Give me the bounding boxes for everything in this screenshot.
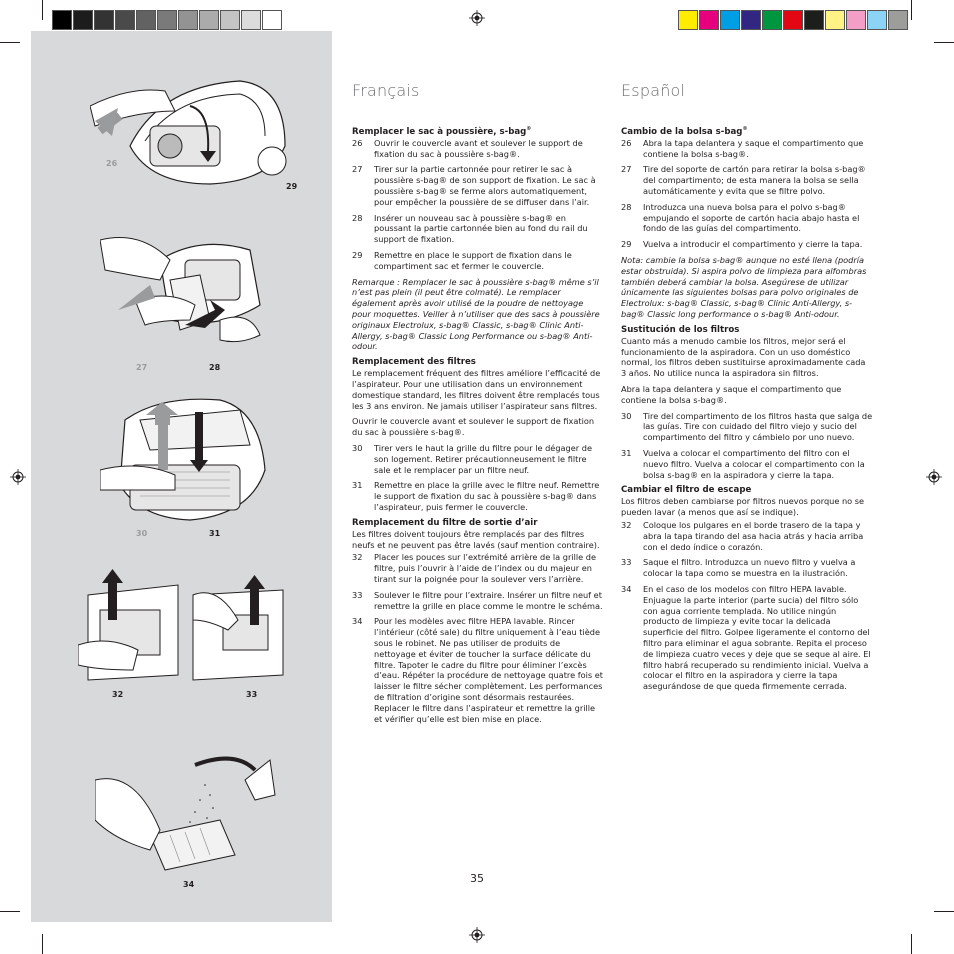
figure-number: 34 — [183, 880, 195, 889]
step-number: 29 — [352, 250, 363, 261]
step-number: 26 — [352, 137, 363, 148]
greyscale-swatch — [115, 10, 135, 30]
list-item — [621, 138, 873, 160]
registration-mark-icon — [926, 469, 942, 485]
figure-number: 32 — [112, 690, 124, 699]
section-title: Remplacement des filtres — [352, 357, 476, 368]
process-swatch — [867, 10, 887, 30]
section-title: Cambio de la bolsa s-bag® — [621, 126, 748, 137]
greyscale-swatch — [136, 10, 156, 30]
step-number: 28 — [352, 212, 363, 223]
section-title: Cambiar el filtro de escape — [621, 485, 752, 496]
figure-number: 28 — [209, 363, 221, 372]
step-text: Insérer un nouveau sac à poussière s-bag® en poussant la partie cartonnée bien au fond du rail du support de fixation. — [374, 212, 588, 245]
process-swatch — [825, 10, 845, 30]
list-item — [352, 250, 604, 272]
crop-mark — [0, 42, 20, 43]
spanish-column — [621, 124, 873, 697]
figure-number: 26 — [106, 159, 118, 168]
step-text: Tirer sur la partie cartonnée pour retirer le sac à poussière s-bag® de son support de fixation. Le sac à poussière s-bag® se ferme alors automatiquement, pour empêcher la poussière de se diffuser dans l’air. — [374, 164, 596, 207]
greyscale-swatch — [199, 10, 219, 30]
paragraph: Le remplacement fréquent des filtres améliore l’efficacité de l’aspirateur. Pour une utilisation dans un environnement domestique standard, les filtres doivent être remplacés tous les 3 ans environ. Ne jamais utiliser l’aspirateur sans filtres. — [352, 368, 601, 411]
step-number: 30 — [621, 410, 632, 421]
step-number: 34 — [352, 616, 363, 627]
crop-mark — [911, 934, 912, 954]
list-item — [621, 239, 873, 250]
greyscale-swatch — [241, 10, 261, 30]
figure-number: 30 — [136, 529, 148, 538]
list-item — [352, 552, 604, 584]
list-item — [352, 164, 604, 207]
greyscale-swatch — [157, 10, 177, 30]
step-text: Pour les modèles avec filtre HEPA lavable. Rincer l’intérieur (côté sale) du filtre uniquement à l’eau tiède sous le robinet. Ne pas utiliser de produits de nettoyage et éviter de toucher la surface délicate du filtre. Tapoter le cadre du filtre pour éliminer l’excès d’eau. Répéter la procédure de nettoyage quatre fois et laisser le filtre sécher complètement. Les performances de filtration d’origine sont désormais restaurées. Replacer le filtre dans l’aspirateur et remettre la grille et vérifier qu’elle est bien mise en place. — [374, 616, 604, 724]
step-number: 33 — [621, 557, 632, 568]
list-item — [352, 443, 604, 475]
greyscale-swatch — [262, 10, 282, 30]
figure-number: 31 — [209, 529, 221, 538]
list-item — [621, 164, 873, 196]
greyscale-swatch — [94, 10, 114, 30]
vacuum-open-lid-illustration — [90, 66, 300, 191]
process-swatch — [741, 10, 761, 30]
page-number: 35 — [470, 872, 484, 885]
paragraph: Cuanto más a menudo cambie los filtros, mejor será el funcionamiento de la aspiradora. Con un uso doméstico normal, los filtros deben sustituirse aproximadamente cada 3 años. No utilice nunca la aspiradora sin filtros. — [621, 335, 866, 379]
list-item — [352, 616, 604, 724]
list-item — [352, 138, 604, 160]
step-text: Ouvrir le couvercle avant et soulever le support de fixation du sac à poussière s-bag®. — [374, 137, 583, 159]
list-item — [621, 557, 873, 579]
list-item — [621, 520, 873, 552]
step-number: 27 — [621, 164, 632, 175]
list-item — [352, 213, 604, 245]
crop-mark — [0, 911, 20, 912]
process-swatch — [678, 10, 698, 30]
greyscale-swatch — [52, 10, 72, 30]
process-swatch — [804, 10, 824, 30]
step-number: 28 — [621, 201, 632, 212]
registration-mark-icon — [469, 927, 485, 943]
list-item — [352, 480, 604, 512]
list-item — [352, 590, 604, 612]
step-text: Tire del soporte de cartón para retirar la bolsa s-bag® del compartimento; de esta manera la bolsa se sella automáticamente y evita que se filtre polvo. — [643, 164, 866, 197]
step-text: Introduzca una nueva bolsa para el polvo s-bag® empujando el soporte de cartón hacia abajo hasta el fondo de las guías del compartimento. — [643, 201, 860, 234]
filter-replacement-illustration — [100, 390, 275, 530]
note: Nota: cambie la bolsa s-bag® aunque no esté llena (podría estar obstruida). Si aspira polvo de limpieza para alfombras también deberá cambiar la bolsa. Asegúrese de utilizar únicamente las siguientes bolsas para polvo originales de Electrolux: s-bag® Classic, s-bag® Clinic Anti-Allergy, s-bag® Classic long performance o s-bag® Anti-odour. — [621, 255, 867, 320]
paragraph: Los filtros deben cambiarse por filtros nuevos porque no se pueden lavar (a menos que así se indique). — [621, 496, 865, 518]
greyscale-swatch — [178, 10, 198, 30]
paragraph: Les filtres doivent toujours être remplacés par des filtres neufs et ne peuvent pas être lavés (sauf mention contraire). — [352, 528, 600, 550]
spanish-heading: Español — [621, 81, 686, 100]
list-item — [621, 202, 873, 234]
section-title: Remplacement du filtre de sortie d’air — [352, 517, 538, 528]
step-number: 26 — [621, 137, 632, 148]
step-text: Vuelva a introducir el compartimento y cierre la tapa. — [643, 239, 863, 250]
step-text: Saque el filtro. Introduzca un nuevo filtro y vuelva a colocar la tapa como se muestra en la ilustración. — [643, 557, 856, 579]
greyscale-swatch — [73, 10, 93, 30]
french-heading: Français — [352, 81, 420, 100]
step-number: 31 — [352, 480, 363, 491]
process-swatch — [720, 10, 740, 30]
step-text: Remettre en place la grille avec le filtre neuf. Remettre le support de fixation du sac à poussière s-bag® dans l’aspirateur, puis fermer le couvercle. — [374, 480, 600, 512]
figure-number: 27 — [136, 363, 148, 372]
greyscale-color-bar — [52, 10, 283, 30]
french-column — [352, 124, 604, 729]
step-number: 32 — [352, 552, 363, 563]
step-number: 33 — [352, 589, 363, 600]
exhaust-filter-remove-illustration — [188, 575, 288, 685]
process-swatch — [783, 10, 803, 30]
bag-removal-illustration — [100, 220, 270, 360]
note: Remarque : Remplacer le sac à poussière s-bag® même s’il n’est pas plein (il peut être colmaté). Le remplacer également après avoir utilisé de la poudre de nettoyage pour moquettes. Veiller à n’utiliser que des sacs à poussière originaux Electrolux, s-bag® Classic, s-bag® Clinic Anti-Allergy, s-bag® Classic Long Performance ou s-bag® Anti-odour. — [352, 276, 600, 352]
step-text: Tire del compartimento de los filtros hasta que salga de las guías. Tire con cuidado del filtro viejo y sucio del compartimento del filtro y cámbielo por uno nuevo. — [643, 410, 873, 443]
process-swatch — [762, 10, 782, 30]
paragraph: Abra la tapa delantera y saque el compartimento que contiene la bolsa s-bag®. — [621, 384, 842, 405]
greyscale-swatch — [220, 10, 240, 30]
figure-number: 33 — [246, 690, 258, 699]
crop-mark — [911, 0, 912, 20]
figure-number: 29 — [286, 182, 298, 191]
filter-washing-illustration — [95, 740, 285, 880]
step-text: Soulever le filtre pour l’extraire. Insérer un filtre neuf et remettre la grille en place comme le montre le schéma. — [374, 589, 603, 611]
step-text: Coloque los pulgares en el borde trasero de la tapa y abra la tapa tirando del asa hacia atrás y hacia arriba con el dedo índice o corazón. — [643, 519, 864, 552]
process-color-bar — [678, 10, 909, 30]
crop-mark — [42, 934, 43, 954]
registration-mark-icon — [10, 469, 26, 485]
process-swatch — [699, 10, 719, 30]
step-text: Tirer vers le haut la grille du filtre pour le dégager de son logement. Retirer précautionneusement le filtre sale et le remplacer par un filtre neuf. — [374, 442, 592, 475]
process-swatch — [888, 10, 908, 30]
step-number: 29 — [621, 239, 632, 250]
process-swatch — [846, 10, 866, 30]
paragraph: Ouvrir le couvercle avant et soulever le support de fixation du sac à poussière s-bag®. — [352, 416, 595, 438]
exhaust-filter-lid-illustration — [78, 565, 183, 685]
step-text: Placer les pouces sur l’extrémité arrière de la grille de filtre, puis l’ouvrir à l’aide de l’index ou du majeur en tirant sur la poignée pour la soulever vers l’arrière. — [374, 552, 597, 584]
list-item — [621, 448, 873, 480]
crop-mark — [42, 0, 43, 20]
registration-mark-icon — [469, 10, 485, 26]
crop-mark — [934, 911, 954, 912]
step-number: 30 — [352, 442, 363, 453]
step-number: 34 — [621, 583, 632, 594]
step-text: Abra la tapa delantera y saque el compartimento que contiene la bolsa s-bag®. — [643, 137, 864, 159]
step-number: 27 — [352, 164, 363, 175]
step-number: 32 — [621, 519, 632, 530]
section-title: Remplacer le sac à poussière, s-bag® — [352, 126, 532, 137]
section-title: Sustitución de los filtros — [621, 324, 740, 335]
step-text: Vuelva a colocar el compartimento del filtro con el nuevo filtro. Vuelva a colocar el compartimento con la bolsa s-bag® en la aspiradora y cierre la tapa. — [643, 447, 865, 480]
step-text: En el caso de los modelos con filtro HEPA lavable. Enjuague la parte interior (parte sucia) del filtro sólo con agua corriente templada. No utilice ningún producto de limpieza y evite tocar la delicada superficie del filtro. Golpee ligeramente el contorno del filtro para eliminar el agua sobrante. Repita el proceso de limpieza cuatro veces y deje que se seque al aire. El filtro habrá recuperado su rendimiento inicial. Vuelva a colocar el filtro en la aspiradora y cierre la tapa asegurándose de que queda firmemente cerrada. — [643, 583, 871, 692]
step-text: Remettre en place le support de fixation dans le compartiment sac et fermer le couvercle. — [374, 250, 572, 271]
step-number: 31 — [621, 447, 632, 458]
list-item — [621, 411, 873, 443]
crop-mark — [934, 42, 954, 43]
list-item — [621, 584, 873, 692]
